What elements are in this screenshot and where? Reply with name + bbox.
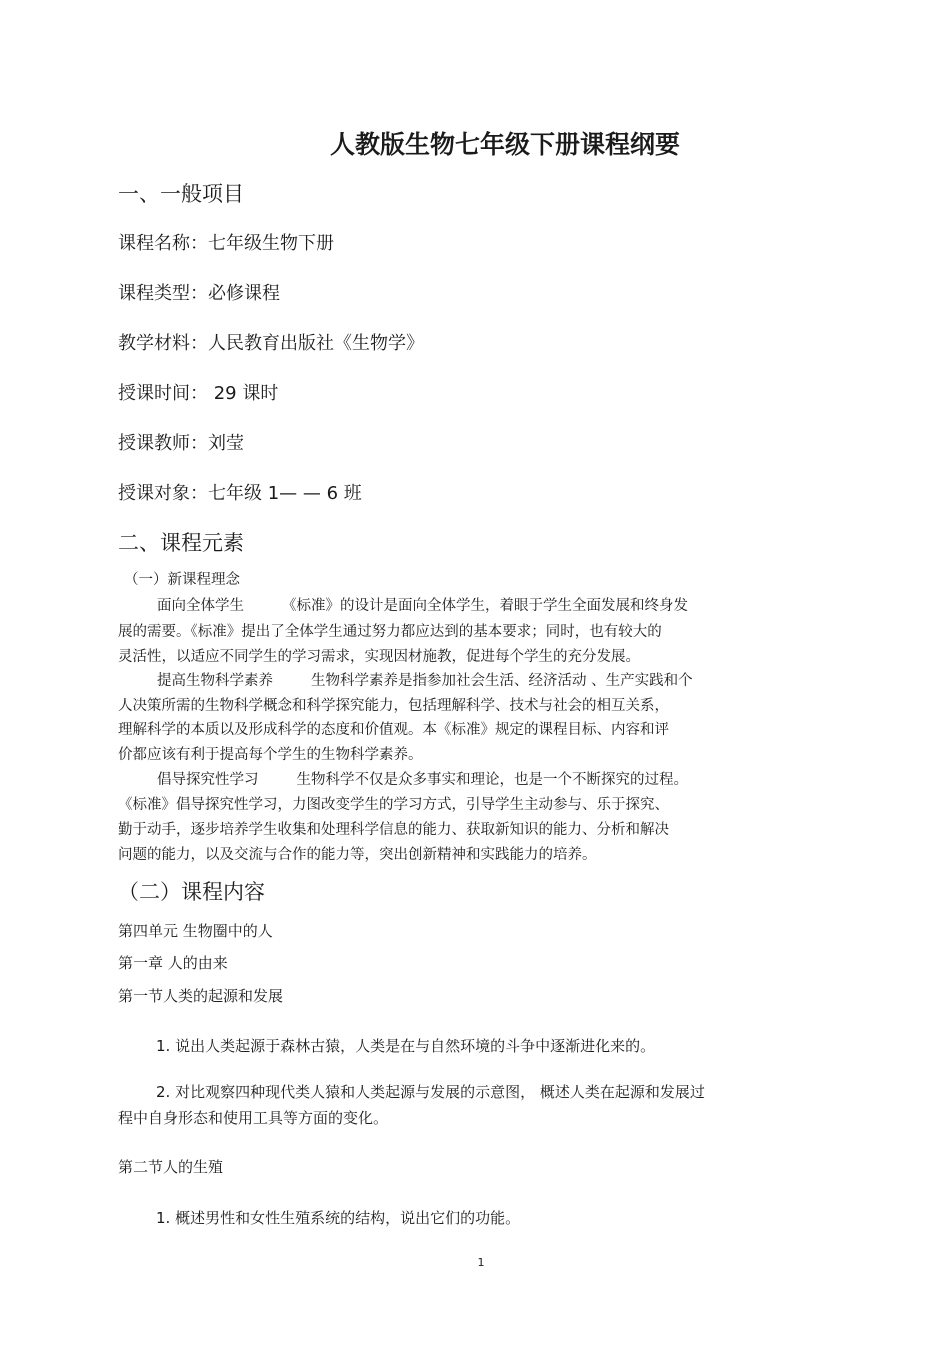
list-item: 1. 概述男性和女性生殖系统的结构，说出它们的功能。: [156, 1209, 521, 1227]
unit-title: 第四单元 生物圈中的人: [118, 922, 273, 940]
paragraph-line: 倡导探究性学习 生物科学不仅是众多事实和理论，也是一个不断探究的过程。: [157, 772, 688, 788]
chapter-title: 第一章 人的由来: [118, 954, 228, 972]
lesson-title: 第二节人的生殖: [118, 1158, 224, 1176]
subsection-heading-philosophy: （一）新课程理念: [124, 572, 240, 588]
target-students: 授课对象：七年级 1— — 6 班: [118, 483, 362, 504]
paragraph-line: 价都应该有利于提高每个学生的生物科学素养。: [118, 747, 423, 763]
list-item: 1. 说出人类起源于森林古猿，人类是在与自然环境的斗争中逐渐进化来的。: [156, 1037, 656, 1055]
paragraph-line: 《标准》倡导探究性学习，力图改变学生的学习方式，引导学生主动参与、乐于探究、: [118, 797, 669, 813]
lesson-title: 第一节人类的起源和发展: [118, 987, 284, 1005]
page-number: 1: [477, 1256, 485, 1269]
section-heading-general: 一、一般项目: [118, 182, 244, 206]
paragraph-line: 提高生物科学素养 生物科学素养是指参加社会生活、经济活动 、生产实践和个: [157, 673, 693, 689]
subsection-heading-content: （二）课程内容: [118, 880, 265, 904]
paragraph-lead: 倡导探究性学习: [157, 772, 259, 788]
paragraph-line: 理解科学的本质以及形成科学的态度和价值观。本《标准》规定的课程目标、内容和评: [118, 722, 669, 738]
teacher: 授课教师：刘莹: [118, 433, 244, 454]
paragraph-line: 问题的能力，以及交流与合作的能力等，突出创新精神和实践能力的培养。: [118, 847, 597, 863]
paragraph-lead: 提高生物科学素养: [157, 673, 273, 689]
section-heading-elements: 二、课程元素: [118, 531, 244, 555]
list-item-continuation: 程中自身形态和使用工具等方面的变化。: [118, 1109, 389, 1127]
paragraph-line: 面向全体学生 《标准》的设计是面向全体学生，着眼于学生全面发展和终身发: [157, 598, 688, 614]
document-title: 人教版生物七年级下册课程纲要: [329, 130, 680, 159]
course-name: 课程名称：七年级生物下册: [118, 233, 334, 254]
course-type: 课程类型：必修课程: [118, 283, 280, 304]
teaching-hours: 授课时间： 29 课时: [118, 383, 279, 404]
teaching-material: 教学材料：人民教育出版社《生物学》: [118, 333, 424, 354]
paragraph-line: 灵活性，以适应不同学生的学习需求，实现因材施教，促进每个学生的充分发展。: [118, 649, 640, 665]
paragraph-line: 勤于动手，逐步培养学生收集和处理科学信息的能力、获取新知识的能力、分析和解决: [118, 822, 669, 838]
paragraph-line: 人决策所需的生物科学概念和科学探究能力，包括理解科学、技术与社会的相互关系，: [118, 698, 669, 714]
paragraph-line: 展的需要。《标准》提出了全体学生通过努力都应达到的基本要求；同时，也有较大的: [118, 624, 662, 640]
list-item: 2. 对比观察四种现代类人猿和人类起源与发展的示意图， 概述人类在起源和发展过: [156, 1083, 705, 1101]
paragraph-lead: 面向全体学生: [157, 598, 244, 614]
